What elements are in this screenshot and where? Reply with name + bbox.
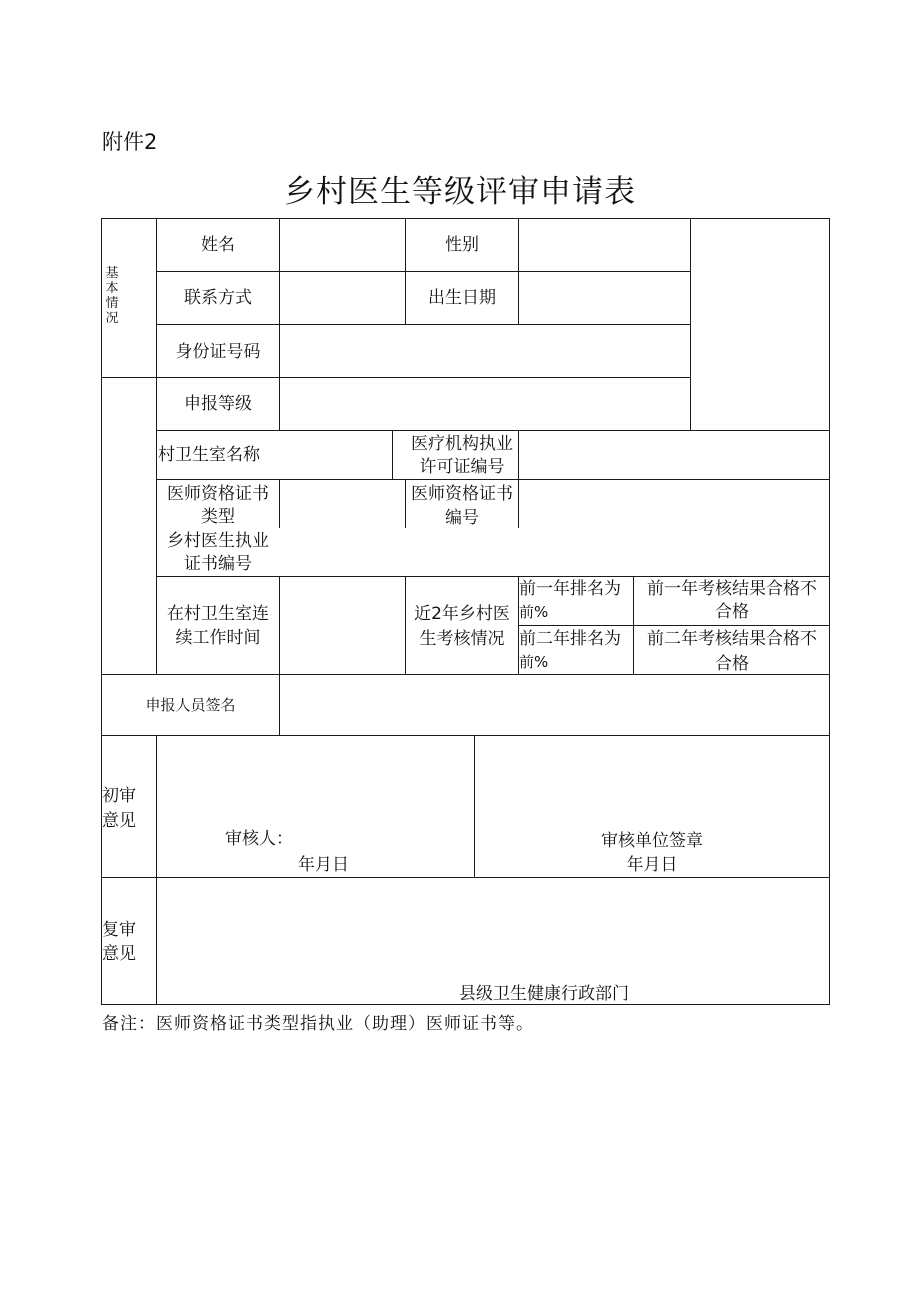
cert-type-label-line2: 类型 <box>201 507 235 527</box>
license-label-line1: 医疗机构执业 <box>411 434 513 454</box>
village-cert-label-line2: 证书编号 <box>184 554 252 574</box>
prev1-result-line1: 前一年考核结果合格不 <box>647 579 817 599</box>
village-cert-label-line1: 乡村医生执业 <box>167 531 269 551</box>
assess-label-line1: 近2年乡村医 <box>414 604 510 624</box>
contact-label: 联系方式 <box>184 288 252 308</box>
reviewer-label: 审核人： <box>225 829 293 849</box>
final-review-field[interactable] <box>157 878 828 978</box>
village-cert-field[interactable] <box>280 529 828 576</box>
initial-date-left: 年月日 <box>298 855 349 875</box>
name-label: 姓名 <box>201 235 235 255</box>
unit-seal-label: 审核单位签章 <box>601 831 703 851</box>
cert-type-label-line1: 医师资格证书 <box>167 484 269 504</box>
license-field[interactable] <box>519 431 828 479</box>
initial-review-label-line2: 意见 <box>102 811 136 831</box>
final-review-label-line1: 复审 <box>102 920 136 940</box>
cert-no-label-line2: 编号 <box>445 508 479 528</box>
prev1-rank-line1: 前一年排名为 <box>519 579 621 599</box>
prev1-rank-line2: 前% <box>519 603 549 621</box>
id-number-field[interactable] <box>280 325 689 377</box>
clinic-name-label: 村卫生室名称 <box>158 445 260 465</box>
birth-field[interactable] <box>519 272 689 324</box>
license-label-line2: 许可证编号 <box>419 457 505 477</box>
clinic-name-field[interactable] <box>280 431 391 479</box>
initial-review-field[interactable] <box>157 736 473 826</box>
vline-initial-mid <box>474 735 475 877</box>
signature-field[interactable] <box>280 675 828 735</box>
initial-review-label-line1: 初审 <box>102 786 136 806</box>
footnote: 备注：医师资格证书类型指执业（助理）医师证书等。 <box>102 1014 534 1034</box>
work-time-label-line2: 续工作时间 <box>175 628 261 648</box>
prev2-result-line1: 前二年考核结果合格不 <box>647 629 817 649</box>
work-time-field[interactable] <box>280 577 404 674</box>
signature-label: 申报人员签名 <box>145 696 236 714</box>
initial-date-right: 年月日 <box>626 855 678 875</box>
cert-no-field[interactable] <box>519 480 828 528</box>
work-time-label-line1: 在村卫生室连 <box>167 604 269 624</box>
prev1-result-line2: 合格 <box>715 602 749 622</box>
contact-field[interactable] <box>280 272 404 324</box>
prev2-rank-line2: 前% <box>519 653 549 671</box>
county-department-label: 县级卫生健康行政部门 <box>459 984 629 1004</box>
level-label: 申报等级 <box>184 394 252 414</box>
cert-type-field[interactable] <box>280 480 404 528</box>
prev2-result-line2: 合格 <box>715 654 749 674</box>
vline-left <box>101 218 102 1005</box>
gender-field[interactable] <box>519 219 689 271</box>
prev2-rank-line1: 前二年排名为 <box>519 629 621 649</box>
final-review-label-line2: 意见 <box>102 944 136 964</box>
id-number-label: 身份证号码 <box>175 342 261 362</box>
hline-row8-mid <box>518 625 829 626</box>
level-field[interactable] <box>280 378 689 430</box>
photo-box[interactable] <box>691 219 828 430</box>
assess-label-line2: 生考核情况 <box>419 629 505 649</box>
gender-label: 性别 <box>445 235 479 255</box>
cert-no-label-line1: 医师资格证书 <box>411 484 513 504</box>
annex-label: 附件2 <box>102 130 158 154</box>
vline-col3-mid <box>392 430 393 479</box>
name-field[interactable] <box>280 219 404 271</box>
section-basic-label: 基本情况 <box>105 266 119 326</box>
page-title: 乡村医生等级评审申请表 <box>284 174 636 210</box>
birth-label: 出生日期 <box>428 288 496 308</box>
